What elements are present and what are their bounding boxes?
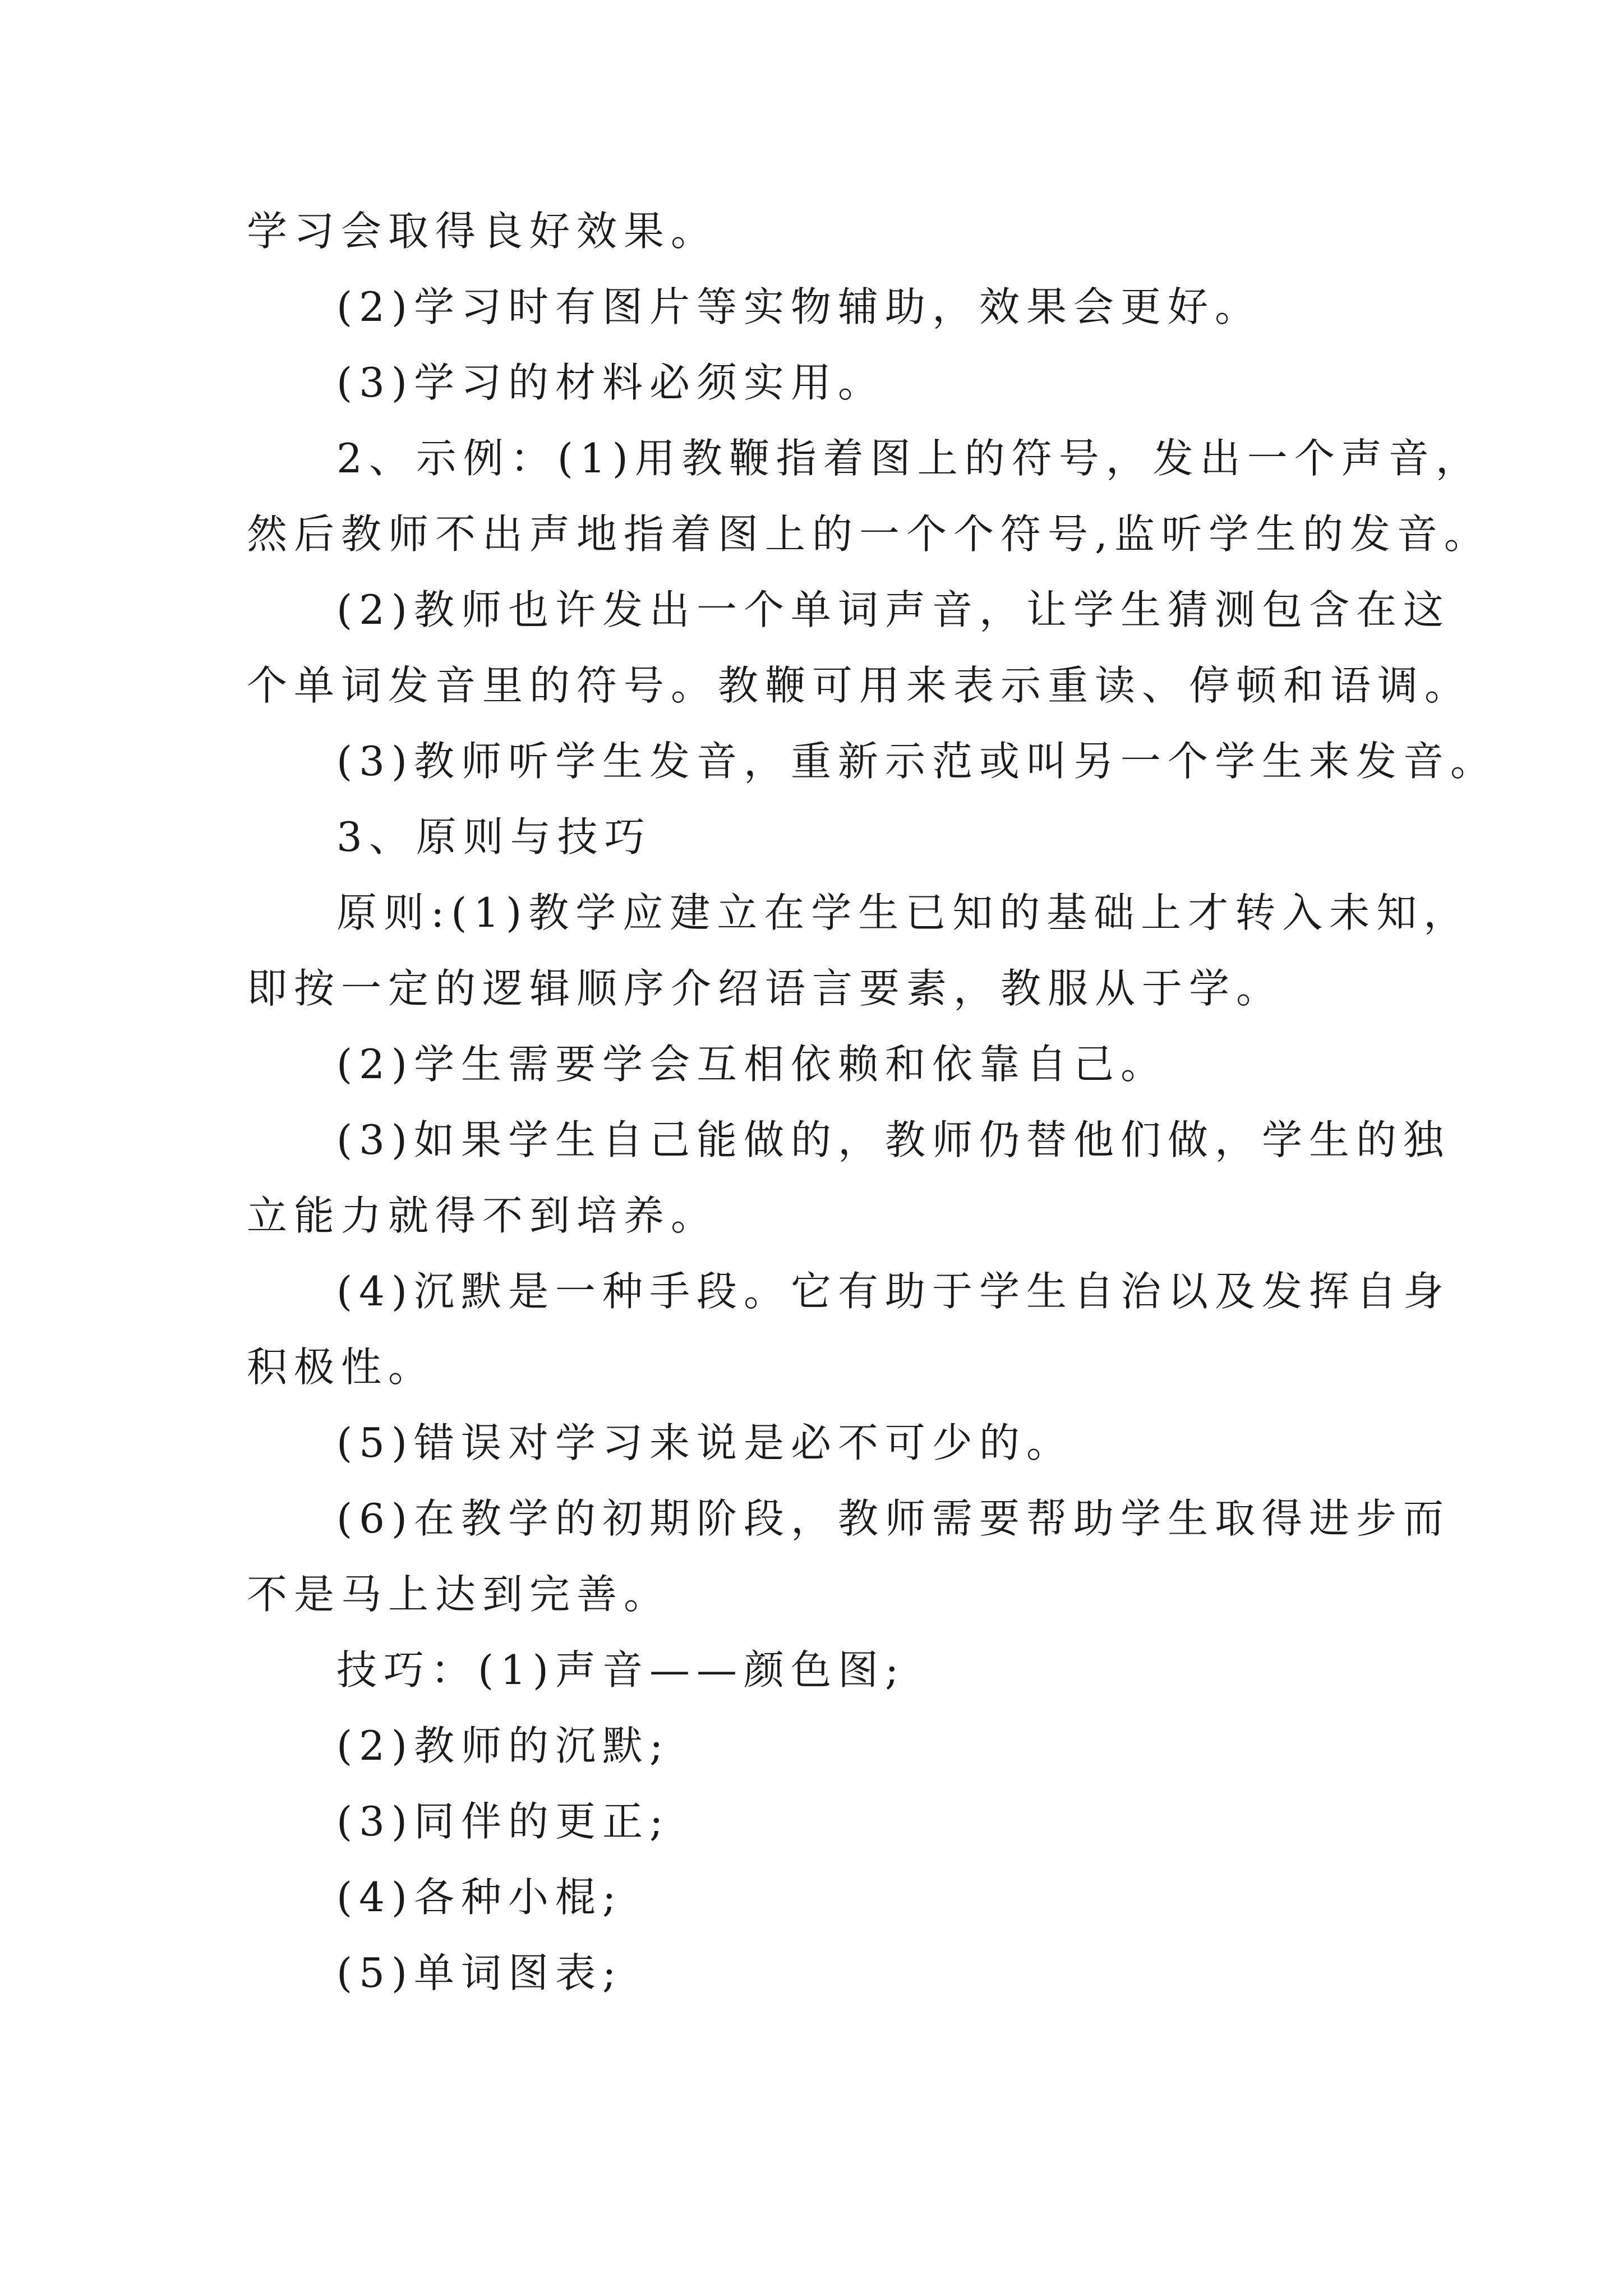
- text-line: (4)各种小棍;: [336, 1874, 623, 1921]
- text-line: 积极性。: [247, 1343, 436, 1391]
- text-line: (4)沉默是一种手段。它有助于学生自治以及发挥自身: [336, 1268, 1450, 1315]
- text-line: (2)学习时有图片等实物辅助，效果会更好。: [336, 283, 1262, 330]
- text-line: (2)教师的沉默;: [336, 1722, 670, 1769]
- text-line: 然后教师不出声地指着图上的一个个符号,监听学生的发音。: [247, 510, 1491, 558]
- text-line: (2)教师也许发出一个单词声音，让学生猜测包含在这: [336, 586, 1450, 633]
- text-line: 立能力就得不到培养。: [247, 1192, 718, 1239]
- text-line: 原则:(1)教学应建立在学生已知的基础上才转入未知，: [336, 889, 1471, 936]
- text-line: 学习会取得良好效果。: [247, 208, 718, 255]
- text-line: (5)错误对学习来说是必不可少的。: [336, 1419, 1073, 1466]
- section-heading: 3、原则与技巧: [336, 813, 652, 861]
- text-line: (3)学习的材料必须实用。: [336, 359, 885, 406]
- text-line: (3)如果学生自己能做的，教师仍替他们做，学生的独: [336, 1116, 1450, 1163]
- text-line: (5)单词图表;: [336, 1949, 623, 1996]
- text-line: (3)同伴的更正;: [336, 1798, 670, 1845]
- text-line: (2)学生需要学会互相依赖和依靠自己。: [336, 1041, 1168, 1088]
- text-line: 即按一定的逻辑顺序介绍语言要素，教服从于学。: [247, 965, 1284, 1012]
- text-line: 个单词发音里的符号。教鞭可用来表示重读、停顿和语调。: [247, 662, 1472, 709]
- text-line: 不是马上达到完善。: [247, 1571, 671, 1618]
- document-body: [247, 208, 1497, 2030]
- text-line: 技巧：(1)声音——颜色图;: [336, 1646, 906, 1694]
- text-line: (6)在教学的初期阶段，教师需要帮助学生取得进步而: [336, 1495, 1450, 1542]
- text-line: 2、示例：(1)用教鞭指着图上的符号，发出一个声音，: [336, 435, 1483, 482]
- text-line: (3)教师听学生发音，重新示范或叫另一个学生来发音。: [336, 738, 1497, 785]
